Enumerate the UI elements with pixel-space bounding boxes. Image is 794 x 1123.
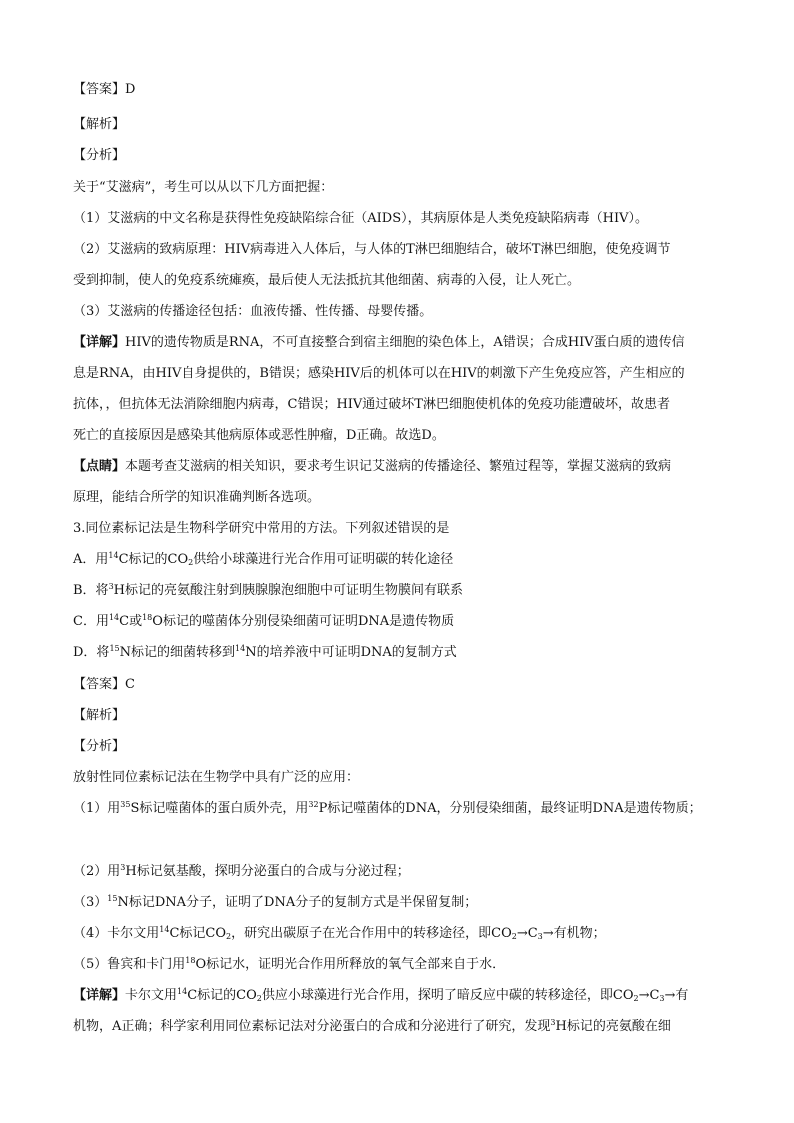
q3-option-c: C．用$^{14}$C或$^{18}$O标记的噬菌体分别侵染细菌可证明DNA是遗传物质	[73, 613, 455, 629]
q2-dianjing-1: 【点睛】本题考查艾滋病的相关知识，要求考生识记艾滋病的传播途径、繁殖过程等，掌握艾滋病的致病	[73, 459, 672, 474]
q3-detail-2: 机物，A正确；科学家利用同位素标记法对分泌蛋白的合成和分泌进行了研究，发现$^3$H标记的亮氨酸在细	[73, 1018, 671, 1034]
dianjing-label: 【点睛】	[73, 459, 126, 474]
q2-analysis-label: 【解析】	[73, 117, 126, 132]
q2-point-3: （3）艾滋病的传播途径包括：血液传播、性传播、母婴传播。	[73, 304, 433, 319]
q2-dianjing-2: 原理，能结合所学的知识准确判断各选项。	[73, 490, 321, 505]
q3-point-2: （2）用$^3$H标记氨基酸，探明分泌蛋白的合成与分泌过程；	[73, 863, 410, 879]
q2-fenxi-label: 【分析】	[73, 148, 126, 163]
q3-answer-line: 【答案】C	[73, 677, 135, 692]
answer-label: 【答案】	[73, 82, 126, 97]
q3-analysis-label: 【解析】	[73, 708, 126, 723]
q3-intro: 放射性同位素标记法在生物学中具有广泛的应用：	[73, 770, 360, 785]
q3-detail-1: 【详解】卡尔文用$^{14}$C标记的$CO_2$供应小球藻进行光合作用，探明了暗反应中碳的转移途径，即$CO_2\to C_3\to$有	[73, 987, 689, 1003]
q2-point-2a: （2）艾滋病的致病原理：HIV病毒进入人体后，与人体的T淋巴细胞结合，破坏T淋巴细胞，使免疫调节	[73, 242, 671, 257]
q2-detail-1: 【详解】HIV的遗传物质是RNA，不可直接整合到宿主细胞的染色体上，A错误；合成HIV蛋白质的遗传信	[73, 335, 685, 350]
q3-option-d: D．将$^{15}$N标记的细菌转移到$^{14}$N的培养液中可证明DNA的复制方式	[73, 644, 457, 660]
q3-option-b: B．将$^3$H标记的亮氨酸注射到胰腺腺泡细胞中可证明生物膜间有联系	[73, 582, 463, 598]
q3-point-4: （4）卡尔文用$^{14}$C标记$CO_2$，研究出碳原子在光合作用中的转移途径，即$CO_2\to C_3\to$有机物；	[73, 925, 606, 941]
q2-detail-2: 息是RNA，由HIV自身提供的，B错误；感染HIV后的机体可以在HIV的刺激下产生免疫应答，产生相应的	[73, 366, 685, 381]
q3-point-5: （5）鲁宾和卡门用$^{18}$O标记水，证明光合作用所释放的氧气全部来自于水．	[73, 956, 506, 972]
detail-label: 【详解】	[73, 335, 126, 350]
q3-stem: 3.同位素标记法是生物科学研究中常用的方法。下列叙述错误的是	[73, 521, 450, 536]
q2-point-2b: 受到抑制，使人的免疫系统瘫痪，最后使人无法抵抗其他细菌、病毒的入侵，让人死亡。	[73, 273, 581, 288]
answer-value: C	[125, 677, 135, 692]
q2-detail-4: 死亡的直接原因是感染其他病原体或恶性肿瘤，D正确。故选D。	[73, 428, 445, 443]
q3-point-1: （1）用$^{35}$S标记噬菌体的蛋白质外壳，用$^{32}$P标记噬菌体的DNA，分别侵染细菌，最终证明DNA是遗传物质；	[73, 800, 702, 816]
q2-point-1: （1）艾滋病的中文名称是获得性免疫缺陷综合征（AIDS），其病原体是人类免疫缺陷病毒（HIV）。	[73, 211, 648, 226]
q3-fenxi-label: 【分析】	[73, 739, 126, 754]
q3-point-3: $(3)^{15}N$标记DNA分子，证明了DNA分子的复制方式是半保留复制；	[73, 894, 478, 910]
answer-value: D	[125, 82, 136, 97]
q2-answer-line	[73, 82, 135, 98]
q3-option-a: A．用$^{14}$C标记的$CO_2$供给小球藻进行光合作用可证明碳的转化途径	[73, 551, 454, 567]
q2-intro: 关于“艾滋病”，考生可以从以下几方面把握：	[73, 180, 334, 195]
q2-detail-3: 抗体，，但抗体无法消除细胞内病毒，C错误；HIV通过破坏T淋巴细胞使机体的免疫功能遭破坏，故患者	[73, 397, 670, 412]
